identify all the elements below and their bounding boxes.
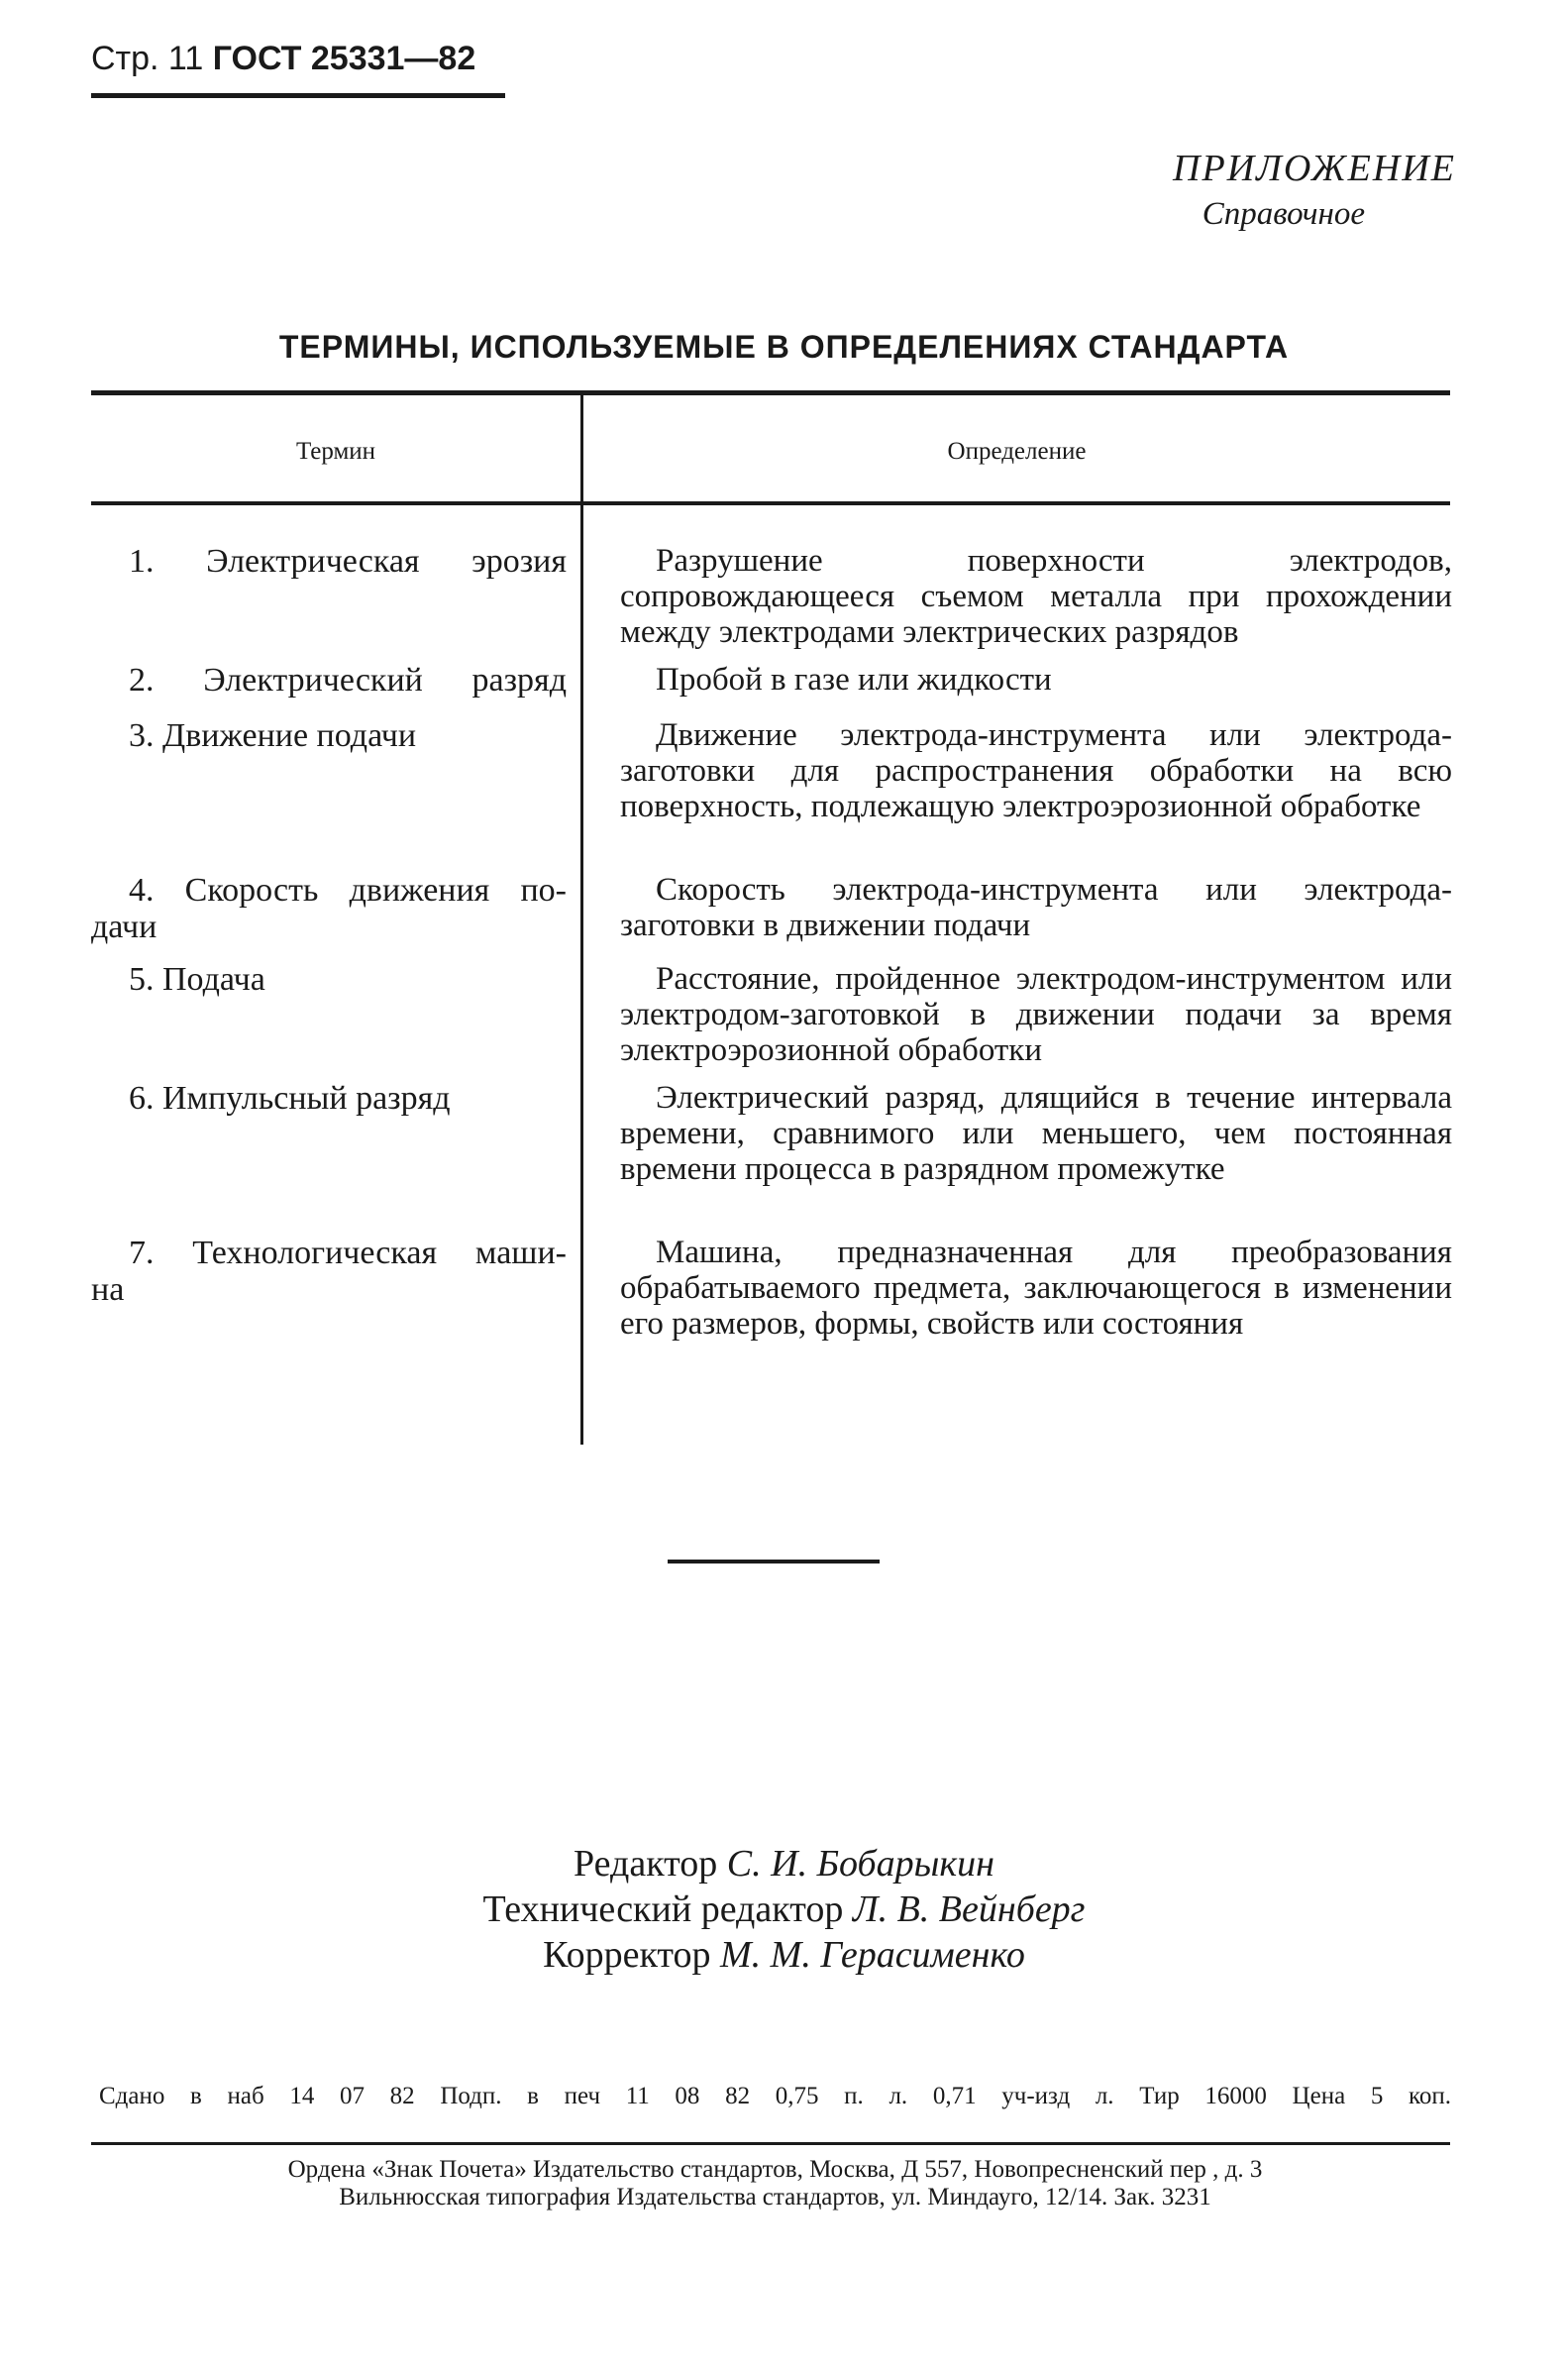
credit-name: Л. В. Вейнберг [852, 1888, 1086, 1930]
table-row-term [91, 717, 567, 754]
end-of-text-rule [668, 1560, 880, 1563]
header-underline [91, 93, 505, 98]
credit-proofreader [0, 1932, 1568, 1978]
imprint-line: Сдано в наб 14 07 82 Подп. в печ 11 08 82 0,75 п. л. 0,71 уч-изд л. Тир 16000 Цена 5 коп. [99, 2083, 1451, 2109]
table-row-term [91, 1235, 567, 1308]
imprint-rule [91, 2142, 1450, 2145]
section-title: ТЕРМИНЫ, ИСПОЛЬЗУЕМЫЕ В ОПРЕДЕЛЕНИЯХ СТАНДАРТА [278, 329, 1290, 365]
credit-role: Редактор [574, 1843, 718, 1885]
column-header-definition: Определение [947, 438, 1087, 465]
term-text: 3. Движение подачи [129, 717, 417, 754]
term-text: 1. Электрическая эрозия [129, 543, 567, 580]
table-top-rule [91, 390, 1450, 395]
column-divider [580, 394, 583, 1445]
page-header [91, 40, 475, 78]
appendix-title: ПРИЛОЖЕНИЕ [1173, 148, 1456, 189]
appendix-subtitle: Справочное [1202, 196, 1365, 232]
printer-line: Вильнюсская типография Издательства стандартов, ул. Миндауго, 12/14. Зак. 3231 [339, 2184, 1211, 2210]
table-row-definition: Расстояние, пройденное электродом-инструментом или электродом-заготовкой в движении подачи за время электроэрозионной обработки [620, 961, 1452, 1068]
credit-role: Корректор [543, 1934, 711, 1976]
term-text-continued: дачи [91, 909, 157, 945]
table-row-term [91, 961, 567, 998]
table-row-term [91, 1080, 567, 1117]
term-text-continued: на [91, 1271, 125, 1308]
credit-technical-editor [0, 1887, 1568, 1932]
table-row-term [91, 662, 567, 699]
term-text: 4. Скорость движения по- [129, 872, 567, 909]
credit-name: М. М. Герасименко [720, 1934, 1025, 1976]
gost-number: ГОСТ 25331—82 [212, 40, 476, 77]
table-row-definition: Скорость электрода-инструмента или электрода-заготовки в движении подачи [620, 872, 1452, 943]
table-row-definition: Разрушение поверхности электродов, сопровождающееся съемом металла при прохождении между электродами электрических разрядов [620, 543, 1452, 650]
page-number: Стр. 11 [91, 40, 204, 77]
table-row-definition: Электрический разряд, длящийся в течение интервала времени, сравнимого или меньшего, чем постоянная времени процесса в разрядном промежутке [620, 1080, 1452, 1187]
credit-role: Технический редактор [482, 1888, 844, 1930]
table-row-term [91, 543, 567, 580]
table-row-definition: Машина, предназначенная для преобразования обрабатываемого предмета, заключающегося в изменении его размеров, формы, свойств или состояния [620, 1235, 1452, 1342]
column-header-term: Термин [295, 438, 376, 465]
table-header-rule [91, 501, 1450, 505]
term-text: 2. Электрический разряд [129, 662, 567, 699]
publisher-line: Ордена «Знак Почета» Издательство стандартов, Москва, Д 557, Новопресненский пер , д. 3 [287, 2156, 1263, 2183]
term-text: 6. Импульсный разряд [129, 1080, 451, 1117]
table-row-definition: Движение электрода-инструмента или электрода-заготовки для распространения обработки на всю поверхность, подлежащую электроэрозионной обработке [620, 717, 1452, 824]
table-row-definition: Пробой в газе или жидкости [656, 662, 1052, 698]
table-row-term [91, 872, 567, 945]
term-text: 7. Технологическая маши- [129, 1235, 567, 1271]
credit-editor [0, 1841, 1568, 1887]
credit-name: С. И. Бобарыкин [726, 1843, 994, 1885]
term-text: 5. Подача [129, 961, 265, 998]
